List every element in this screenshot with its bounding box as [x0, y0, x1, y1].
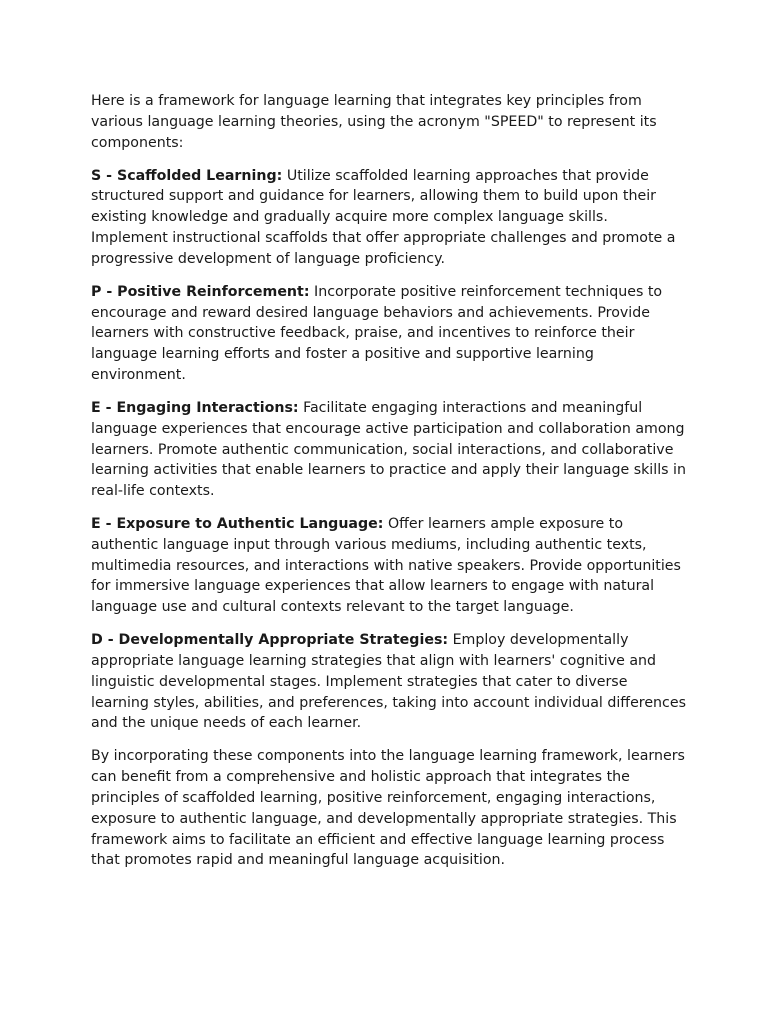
section-body: Utilize scaffolded learning approaches that provide structured support and guidance for learners, allowing them to build upon their existing knowledge and gradually acquire more complex language skills. Implement instructional scaffolds that offer appropriate challenges and promote a progressive development of language proficiency.	[91, 167, 676, 267]
section-engaging-interactions	[91, 398, 686, 502]
section-positive-reinforcement	[91, 282, 686, 386]
section-body: Facilitate engaging interactions and meaningful language experiences that encourage active participation and collaboration among learners. Promote authentic communication, social interactions, and collaborative learning activities that enable learners to practice and apply their language skills in real-life contexts.	[91, 399, 686, 500]
section-heading: E - Exposure to Authentic Language:	[91, 516, 384, 533]
document-page	[91, 91, 686, 883]
section-developmentally-appropriate-strategies	[91, 630, 686, 734]
section-heading: D - Developmentally Appropriate Strategies:	[91, 632, 449, 649]
section-body: Employ developmentally appropriate language learning strategies that align with learners' cognitive and linguistic developmental stages. Implement strategies that cater to diverse learning styles, abilities, and preferences, taking into account individual differences and the unique needs of each learner.	[91, 632, 686, 732]
intro-paragraph: Here is a framework for language learning that integrates key principles from various language learning theories, using the acronym "SPEED" to represent its components:	[91, 93, 657, 151]
conclusion-paragraph: By incorporating these components into the language learning framework, learners can benefit from a comprehensive and holistic approach that integrates the principles of scaffolded learning, positive reinforcement, engaging interactions, exposure to authentic language, and developmentally appropriate strategies. This framework aims to facilitate an efficient and effective language learning process that promotes rapid and meaningful language acquisition.	[91, 748, 685, 869]
section-scaffolded-learning	[91, 166, 686, 270]
section-heading: P - Positive Reinforcement:	[91, 283, 310, 300]
section-heading: E - Engaging Interactions:	[91, 399, 299, 416]
section-exposure-authentic-language	[91, 514, 686, 618]
section-heading: S - Scaffolded Learning:	[91, 167, 283, 184]
section-body: Incorporate positive reinforcement techniques to encourage and reward desired language behaviors and achievements. Provide learners with constructive feedback, praise, and incentives to reinforce their language learning efforts and foster a positive and supportive learning environment.	[91, 283, 663, 383]
section-body: Offer learners ample exposure to authentic language input through various mediums, including authentic texts, multimedia resources, and interactions with native speakers. Provide opportunities for immersive language experiences that allow learners to engage with natural language use and cultural contexts relevant to the target language.	[91, 516, 681, 616]
